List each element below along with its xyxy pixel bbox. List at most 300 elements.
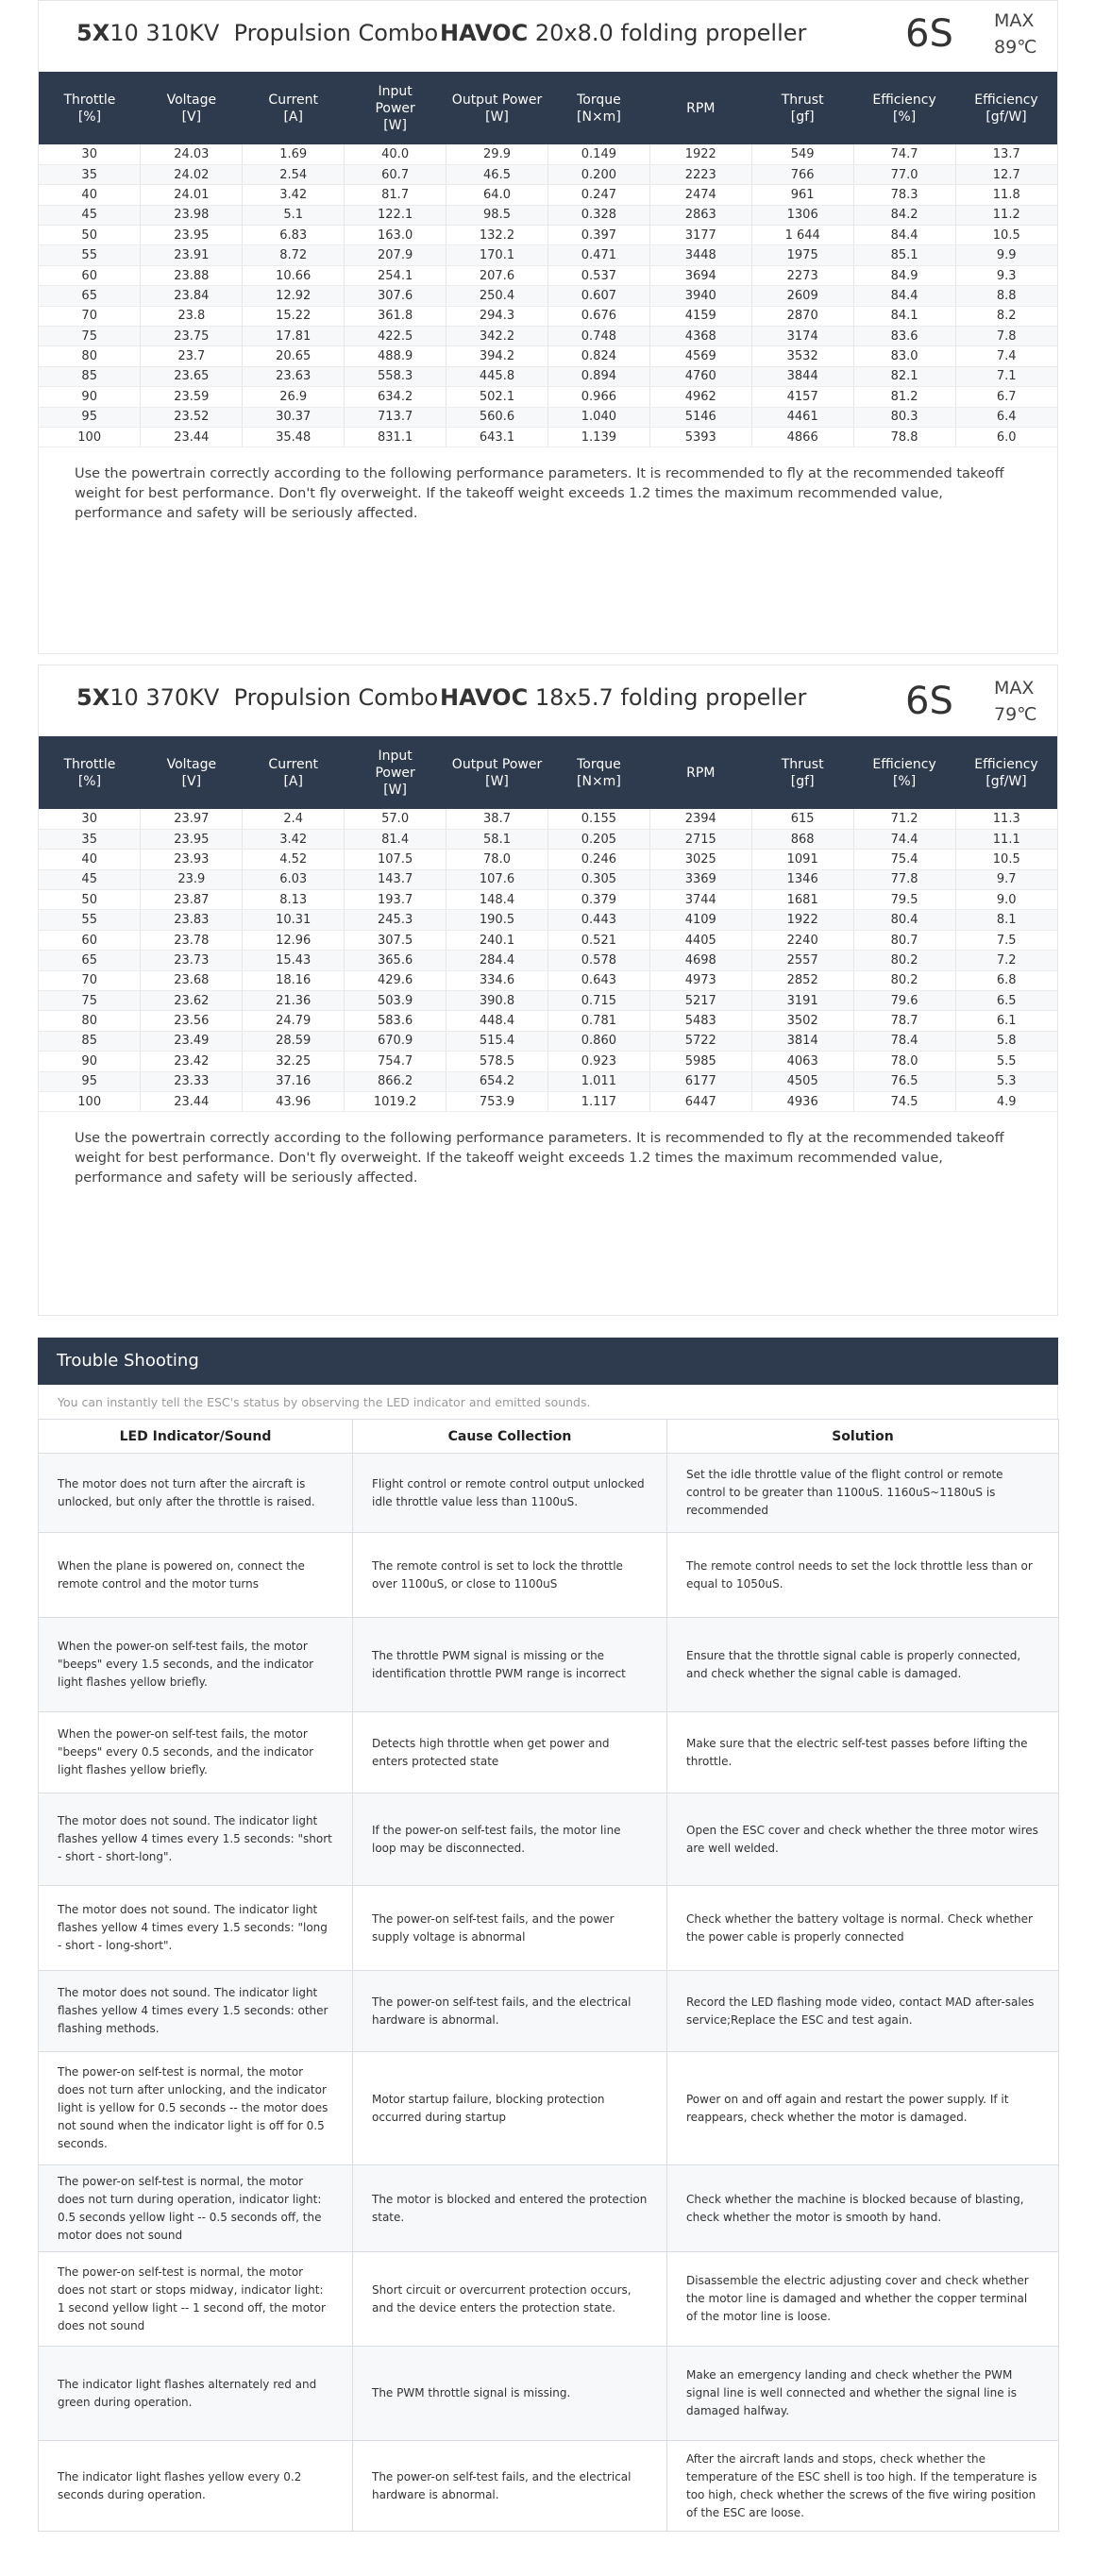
cell-rpm: 5483 (649, 1011, 751, 1031)
cell-input-power: 361.8 (345, 306, 446, 326)
cell-voltage: 24.03 (141, 144, 243, 164)
cell-output-power: 294.3 (446, 306, 548, 326)
troubleshooting-row (39, 1454, 1059, 1533)
cell-efficiency-pct: 84.1 (853, 306, 955, 326)
cell-current: 15.22 (243, 306, 345, 326)
cell-thrust: 3502 (751, 1011, 853, 1031)
cell-output-power: 78.0 (446, 850, 548, 869)
combo-model-kv: 10 310KV (110, 20, 220, 46)
cell-voltage: 23.49 (141, 1031, 243, 1051)
cell-efficiency-pct: 77.8 (853, 869, 955, 889)
cell-voltage: 23.95 (141, 829, 243, 849)
cell-throttle: 60 (39, 930, 141, 950)
combo-title (76, 684, 438, 711)
cell-cause: Flight control or remote control output unlocked idle throttle value less than 1100uS. (353, 1454, 667, 1533)
cell-voltage: 23.95 (141, 226, 243, 245)
cell-torque: 0.860 (548, 1031, 649, 1051)
header-line: Current (268, 756, 319, 772)
cell-output-power: 98.5 (446, 205, 548, 225)
cell-cause: The power-on self-test fails, and the electrical hardware is abnormal. (353, 2441, 667, 2532)
cell-solution: Power on and off again and restart the power supply. If it reappears, check whether the motor is damaged. (667, 2052, 1059, 2165)
cell-voltage: 23.78 (141, 930, 243, 950)
troubleshooting-row (39, 2347, 1059, 2441)
cell-efficiency-pct: 78.4 (853, 1031, 955, 1051)
troubleshooting-row (39, 1533, 1059, 1618)
cell-throttle: 70 (39, 306, 141, 326)
header-line: Current (268, 92, 319, 108)
table-row (39, 205, 1057, 225)
column-header-input-power (345, 736, 446, 809)
max-label: MAX (994, 678, 1035, 699)
cell-efficiency-pct: 78.8 (853, 427, 955, 446)
cell-efficiency-pct: 83.0 (853, 346, 955, 366)
cell-input-power: 307.5 (345, 930, 446, 950)
header-line: Voltage (166, 756, 217, 772)
column-header-rpm (649, 72, 751, 144)
cell-output-power: 394.2 (446, 346, 548, 366)
cell-efficiency-pct: 71.2 (853, 809, 955, 829)
cell-thrust: 4936 (751, 1091, 853, 1111)
column-header-output-power (446, 72, 548, 144)
cell-efficiency-gfw: 6.1 (955, 1011, 1057, 1031)
header-line: [W] (383, 782, 407, 798)
cell-output-power: 170.1 (446, 245, 548, 265)
cell-rpm: 3369 (649, 869, 751, 889)
cell-thrust: 4866 (751, 427, 853, 446)
cell-output-power: 29.9 (446, 144, 548, 164)
header-line: [A] (283, 109, 303, 125)
cell-input-power: 40.0 (345, 144, 446, 164)
cell-throttle: 90 (39, 1052, 141, 1071)
header-line: [W] (383, 117, 407, 133)
cell-rpm: 3177 (649, 226, 751, 245)
cell-throttle: 75 (39, 991, 141, 1011)
cell-input-power: 558.3 (345, 366, 446, 386)
cell-current: 8.13 (243, 890, 345, 910)
cell-torque: 0.966 (548, 387, 649, 407)
cell-torque: 0.379 (548, 890, 649, 910)
troubleshooting-row (39, 1618, 1059, 1712)
cell-throttle: 50 (39, 226, 141, 245)
column-header-rpm (649, 736, 751, 809)
cell-torque: 1.117 (548, 1091, 649, 1111)
cell-efficiency-pct: 78.0 (853, 1052, 955, 1071)
cell-voltage: 23.88 (141, 265, 243, 285)
column-header-current (243, 736, 345, 809)
cell-throttle: 75 (39, 327, 141, 346)
header-line: [N×m] (577, 773, 621, 789)
table-row (39, 346, 1057, 366)
cell-efficiency-gfw: 6.4 (955, 407, 1057, 427)
cell-thrust: 1306 (751, 205, 853, 225)
cell-torque: 0.521 (548, 930, 649, 950)
cell-current: 10.31 (243, 910, 345, 930)
table-row (39, 890, 1057, 910)
troubleshooting-row (39, 1971, 1059, 2052)
cell-solution: Check whether the machine is blocked because of blasting, check whether the motor is smooth by hand. (667, 2165, 1059, 2252)
cell-thrust: 3532 (751, 346, 853, 366)
cell-rpm: 5722 (649, 1031, 751, 1051)
cell-efficiency-gfw: 6.7 (955, 387, 1057, 407)
cell-efficiency-pct: 85.1 (853, 245, 955, 265)
header-line: [W] (485, 773, 509, 789)
cell-solution: Ensure that the throttle signal cable is properly connected, and check whether the signal cable is damaged. (667, 1618, 1059, 1712)
troubleshooting-row (39, 2165, 1059, 2252)
cell-torque: 0.643 (548, 970, 649, 990)
cell-thrust: 1 644 (751, 226, 853, 245)
cell-torque: 0.246 (548, 850, 649, 869)
cell-throttle: 65 (39, 286, 141, 306)
cell-input-power: 429.6 (345, 970, 446, 990)
cell-solution: Open the ESC cover and check whether the three motor wires are well welded. (667, 1793, 1059, 1886)
cell-current: 3.42 (243, 829, 345, 849)
cell-efficiency-gfw: 11.8 (955, 185, 1057, 205)
cell-current: 15.43 (243, 951, 345, 970)
combo-model-bold: 5X (76, 20, 110, 46)
cell-voltage: 23.44 (141, 1091, 243, 1111)
cell-rpm: 4159 (649, 306, 751, 326)
cell-thrust: 2852 (751, 970, 853, 990)
cell-efficiency-gfw: 8.1 (955, 910, 1057, 930)
cell-solution: Set the idle throttle value of the flight control or remote control to be greater than 1100uS. 1160uS~1180uS is recommended (667, 1454, 1059, 1533)
cell-led-sound: The motor does not sound. The indicator light flashes yellow 4 times every 1.5 seconds: "long - short - long-short". (39, 1886, 353, 1971)
cell-torque: 0.443 (548, 910, 649, 930)
header-line: [%] (77, 109, 102, 125)
cell-voltage: 23.9 (141, 869, 243, 889)
cell-output-power: 58.1 (446, 829, 548, 849)
cell-efficiency-pct: 76.5 (853, 1071, 955, 1091)
cell-thrust: 1091 (751, 850, 853, 869)
cell-thrust: 4157 (751, 387, 853, 407)
troubleshooting-subtitle: You can instantly tell the ESC's status by observing the LED indicator and emitted sounds. (38, 1385, 1058, 1419)
combo-title (76, 20, 438, 46)
cell-torque: 0.537 (548, 265, 649, 285)
cell-output-power: 207.6 (446, 265, 548, 285)
combo-model-kv: 10 370KV (110, 684, 220, 711)
cell-voltage: 23.33 (141, 1071, 243, 1091)
header-line: [V] (181, 109, 202, 125)
cell-efficiency-pct: 77.0 (853, 164, 955, 184)
cell-torque: 1.040 (548, 407, 649, 427)
cell-torque: 0.205 (548, 829, 649, 849)
cell-cause: The PWM throttle signal is missing. (353, 2347, 667, 2441)
cell-led-sound: The motor does not turn after the aircraft is unlocked, but only after the throttle is raised. (39, 1454, 353, 1533)
cell-throttle: 40 (39, 185, 141, 205)
cell-throttle: 95 (39, 1071, 141, 1091)
cell-efficiency-pct: 84.4 (853, 226, 955, 245)
cell-voltage: 23.98 (141, 205, 243, 225)
cell-voltage: 23.87 (141, 890, 243, 910)
cell-input-power: 866.2 (345, 1071, 446, 1091)
table-row (39, 970, 1057, 990)
cell-cause: The power-on self-test fails, and the electrical hardware is abnormal. (353, 1971, 667, 2052)
cell-led-sound: When the power-on self-test fails, the motor "beeps" every 0.5 seconds, and the indicator light flashes yellow briefly. (39, 1712, 353, 1793)
cell-solution: Record the LED flashing mode video, contact MAD after-sales service;Replace the ESC and test again. (667, 1971, 1059, 2052)
cell-rpm: 4569 (649, 346, 751, 366)
table-header-row (39, 72, 1057, 144)
cell-efficiency-gfw: 7.2 (955, 951, 1057, 970)
cell-rpm: 2715 (649, 829, 751, 849)
cell-cause: The remote control is set to lock the throttle over 1100uS, or close to 1100uS (353, 1533, 667, 1618)
cell-torque: 0.715 (548, 991, 649, 1011)
cell-torque: 0.676 (548, 306, 649, 326)
cell-efficiency-gfw: 5.8 (955, 1031, 1057, 1051)
cell-throttle: 100 (39, 427, 141, 446)
cell-rpm: 3448 (649, 245, 751, 265)
cell-efficiency-pct: 83.6 (853, 327, 955, 346)
header-line: [A] (283, 773, 303, 789)
cell-output-power: 190.5 (446, 910, 548, 930)
table-row (39, 407, 1057, 427)
header-line: Voltage (166, 92, 217, 108)
cell-input-power: 713.7 (345, 407, 446, 427)
propeller-spec: 18x5.7 folding propeller (534, 684, 807, 711)
cell-torque: 1.139 (548, 427, 649, 446)
column-header-torque (548, 72, 649, 144)
cell-cause: The motor is blocked and entered the protection state. (353, 2165, 667, 2252)
cell-voltage: 23.42 (141, 1052, 243, 1071)
cell-solution: Disassemble the electric adjusting cover and check whether the motor line is damaged and whether the copper terminal of the motor line is loose. (667, 2252, 1059, 2347)
cell-throttle: 35 (39, 164, 141, 184)
cell-efficiency-pct: 82.1 (853, 366, 955, 386)
cell-rpm: 4405 (649, 930, 751, 950)
cell-thrust: 766 (751, 164, 853, 184)
cell-thrust: 961 (751, 185, 853, 205)
cell-efficiency-gfw: 6.8 (955, 970, 1057, 990)
cell-current: 5.1 (243, 205, 345, 225)
performance-table (39, 736, 1057, 1112)
cell-input-power: 122.1 (345, 205, 446, 225)
column-header-throttle (39, 72, 141, 144)
cell-efficiency-pct: 79.5 (853, 890, 955, 910)
cell-input-power: 754.7 (345, 1052, 446, 1071)
cell-efficiency-pct: 80.3 (853, 407, 955, 427)
cell-throttle: 55 (39, 245, 141, 265)
cell-led-sound: The power-on self-test is normal, the motor does not start or stops midway, indicator light: 1 second yellow light -- 1 second off, the motor does not sound (39, 2252, 353, 2347)
table-row (39, 930, 1057, 950)
usage-note: Use the powertrain correctly according to the following performance parameters. It is recommended to fly at the recommended takeoff weight for best performance. Don't fly overweight. If the takeoff weight exceeds 1.2 times the maximum recommended value, performance and safety will be seriously affected. (75, 1131, 1004, 1187)
cell-torque: 0.397 (548, 226, 649, 245)
propeller-spec: 20x8.0 folding propeller (534, 20, 807, 46)
cell-current: 23.63 (243, 366, 345, 386)
cell-efficiency-gfw: 7.4 (955, 346, 1057, 366)
cell-output-power: 38.7 (446, 809, 548, 829)
cell-current: 2.4 (243, 809, 345, 829)
cell-current: 4.52 (243, 850, 345, 869)
cell-voltage: 23.97 (141, 809, 243, 829)
cell-output-power: 445.8 (446, 366, 548, 386)
cell-rpm: 3694 (649, 265, 751, 285)
table-row (39, 809, 1057, 829)
cell-efficiency-gfw: 11.3 (955, 809, 1057, 829)
cell-output-power: 46.5 (446, 164, 548, 184)
cell-rpm: 4368 (649, 327, 751, 346)
troubleshooting-header-row (39, 1420, 1059, 1454)
cell-rpm: 5146 (649, 407, 751, 427)
propeller-title (440, 684, 806, 711)
cell-led-sound: When the power-on self-test fails, the motor "beeps" every 1.5 seconds, and the indicator light flashes yellow briefly. (39, 1618, 353, 1712)
cell-current: 26.9 (243, 387, 345, 407)
cell-output-power: 448.4 (446, 1011, 548, 1031)
table-row (39, 1011, 1057, 1031)
cell-throttle: 80 (39, 1011, 141, 1031)
troubleshooting-row (39, 2052, 1059, 2165)
column-header-efficiency-gfw (955, 72, 1057, 144)
cell-current: 35.48 (243, 427, 345, 446)
cell-input-power: 422.5 (345, 327, 446, 346)
cell-throttle: 90 (39, 387, 141, 407)
cell-torque: 0.748 (548, 327, 649, 346)
header-line: [gf/W] (986, 773, 1027, 789)
cell-output-power: 654.2 (446, 1071, 548, 1091)
cell-output-power: 107.6 (446, 869, 548, 889)
combo-suffix: Propulsion Combo (233, 684, 439, 711)
column-header-efficiency-gfw (955, 736, 1057, 809)
cell-rpm: 6447 (649, 1091, 751, 1111)
cell-current: 37.16 (243, 1071, 345, 1091)
cell-thrust: 2273 (751, 265, 853, 285)
cell-torque: 0.328 (548, 205, 649, 225)
combo-suffix: Propulsion Combo (233, 20, 439, 46)
propeller-brand: HAVOC (440, 684, 529, 711)
cell-throttle: 65 (39, 951, 141, 970)
cell-efficiency-gfw: 10.5 (955, 226, 1057, 245)
cell-voltage: 23.93 (141, 850, 243, 869)
column-header-voltage (141, 72, 243, 144)
cell-throttle: 30 (39, 809, 141, 829)
cell-current: 6.03 (243, 869, 345, 889)
cell-rpm: 3744 (649, 890, 751, 910)
cell-current: 3.42 (243, 185, 345, 205)
cell-thrust: 2609 (751, 286, 853, 306)
combo-header (39, 1, 1057, 72)
cell-rpm: 4698 (649, 951, 751, 970)
cell-cause: Detects high throttle when get power and enters protected state (353, 1712, 667, 1793)
cell-voltage: 23.83 (141, 910, 243, 930)
cell-output-power: 502.1 (446, 387, 548, 407)
table-row (39, 265, 1057, 285)
cell-efficiency-pct: 74.4 (853, 829, 955, 849)
cell-input-power: 831.1 (345, 427, 446, 446)
cell-output-power: 753.9 (446, 1091, 548, 1111)
cell-efficiency-pct: 84.2 (853, 205, 955, 225)
cell-current: 6.83 (243, 226, 345, 245)
cell-voltage: 23.59 (141, 387, 243, 407)
cell-torque: 0.578 (548, 951, 649, 970)
header-line: Throttle (63, 92, 116, 108)
cell-current: 28.59 (243, 1031, 345, 1051)
cell-cause: If the power-on self-test fails, the motor line loop may be disconnected. (353, 1793, 667, 1886)
cell-thrust: 2240 (751, 930, 853, 950)
cell-voltage: 23.73 (141, 951, 243, 970)
column-header-throttle (39, 736, 141, 809)
cell-efficiency-gfw: 11.1 (955, 829, 1057, 849)
column-header-thrust (751, 72, 853, 144)
cell-cause: The power-on self-test fails, and the power supply voltage is abnormal (353, 1886, 667, 1971)
cell-efficiency-gfw: 9.7 (955, 869, 1057, 889)
cell-output-power: 250.4 (446, 286, 548, 306)
cell-efficiency-pct: 80.2 (853, 970, 955, 990)
table-row (39, 226, 1057, 245)
cell-efficiency-gfw: 7.8 (955, 327, 1057, 346)
cell-led-sound: The power-on self-test is normal, the motor does not turn during operation, indicator light: 0.5 seconds yellow light -- 0.5 seconds off, the motor does not sound (39, 2165, 353, 2252)
cell-torque: 1.011 (548, 1071, 649, 1091)
cell-current: 21.36 (243, 991, 345, 1011)
cell-current: 12.96 (243, 930, 345, 950)
troubleshooting-row (39, 2252, 1059, 2347)
cell-current: 18.16 (243, 970, 345, 990)
max-label: MAX (994, 10, 1035, 31)
cell-current: 30.37 (243, 407, 345, 427)
cell-efficiency-pct: 74.5 (853, 1091, 955, 1111)
header-line: Torque (577, 92, 621, 108)
cell-input-power: 670.9 (345, 1031, 446, 1051)
column-header-voltage (141, 736, 243, 809)
cell-torque: 0.471 (548, 245, 649, 265)
max-temperature: 79℃ (994, 704, 1037, 725)
cell-voltage: 24.02 (141, 164, 243, 184)
cell-thrust: 3844 (751, 366, 853, 386)
header-line: Input (378, 83, 413, 99)
cell-output-power: 64.0 (446, 185, 548, 205)
cell-efficiency-pct: 80.2 (853, 951, 955, 970)
cell-throttle: 50 (39, 890, 141, 910)
cell-output-power: 342.2 (446, 327, 548, 346)
cell-input-power: 1019.2 (345, 1091, 446, 1111)
cell-thrust: 868 (751, 829, 853, 849)
table-row (39, 1071, 1057, 1091)
header-line: [%] (77, 773, 102, 789)
cell-current: 10.66 (243, 265, 345, 285)
header-line: [N×m] (577, 109, 621, 125)
cell-efficiency-gfw: 13.7 (955, 144, 1057, 164)
cell-torque: 0.894 (548, 366, 649, 386)
cell-rpm: 6177 (649, 1071, 751, 1091)
cell-thrust: 4063 (751, 1052, 853, 1071)
cell-output-power: 560.6 (446, 407, 548, 427)
performance-card-370kv (38, 665, 1058, 1316)
cell-torque: 0.824 (548, 346, 649, 366)
header-line: Throttle (63, 756, 116, 772)
header-line: [%] (892, 109, 917, 125)
cell-solution: After the aircraft lands and stops, check whether the temperature of the ESC shell is too high. If the temperature is too high, check whether the screws of the five wiring position of the ESC are loose. (667, 2441, 1059, 2532)
cell-input-power: 245.3 (345, 910, 446, 930)
cell-voltage: 23.62 (141, 991, 243, 1011)
cell-input-power: 81.4 (345, 829, 446, 849)
cell-led-sound: The power-on self-test is normal, the motor does not turn after unlocking, and the indicator light is yellow for 0.5 seconds -- the motor does not sound when the indicator light is off for 0.5 seconds. (39, 2052, 353, 2165)
cell-throttle: 85 (39, 366, 141, 386)
table-row (39, 850, 1057, 869)
cell-throttle: 55 (39, 910, 141, 930)
cell-throttle: 40 (39, 850, 141, 869)
cell-output-power: 578.5 (446, 1052, 548, 1071)
header-line: Input (378, 748, 413, 764)
header-line: Power (375, 765, 415, 781)
troubleshooting-row (39, 2441, 1059, 2532)
cell-thrust: 3191 (751, 991, 853, 1011)
column-header-efficiency-pct (853, 72, 955, 144)
cell-efficiency-gfw: 11.2 (955, 205, 1057, 225)
max-temperature: 89℃ (994, 37, 1037, 58)
battery-cells: 6S (905, 12, 953, 56)
cell-output-power: 284.4 (446, 951, 548, 970)
cell-input-power: 107.5 (345, 850, 446, 869)
cell-input-power: 254.1 (345, 265, 446, 285)
column-header-thrust (751, 736, 853, 809)
header-line: Thrust (781, 756, 824, 772)
cell-input-power: 207.9 (345, 245, 446, 265)
cell-current: 1.69 (243, 144, 345, 164)
